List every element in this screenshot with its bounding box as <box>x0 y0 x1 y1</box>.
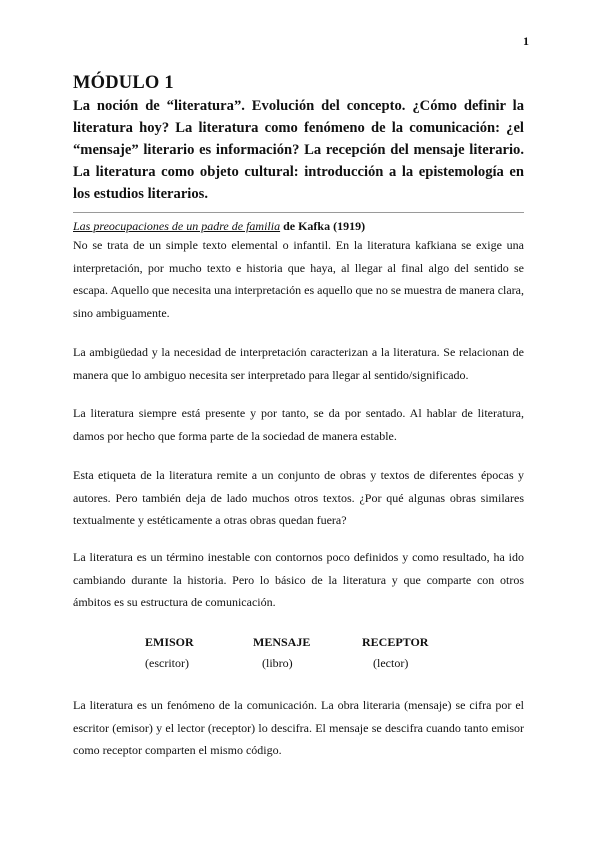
paragraph-instability: La literatura es un término inestable con contornos poco definidos y como resultado, ha ido cambiando durante la historia. Pero lo básico de la literatura y que comparte con otros ámbitos es su estructura de comunicación. <box>73 550 524 609</box>
section-heading <box>73 219 524 233</box>
module-subtitle: La noción de “literatura”. Evolución del concepto. ¿Cómo definir la literatura hoy? La literatura como fenómeno de la comunicación: ¿el “mensaje” literario es información? La recepción del mensaje literario. La literatura como objeto cultural: introducción a la epistemología en los estudios literarios. <box>73 98 524 202</box>
receptor-label: RECEPTOR <box>362 635 429 649</box>
paragraph-interpretation: No se trata de un simple texto elemental o infantil. En la literatura kafkiana se exige una interpretación, por mucho texto e historia que haya, al llegar al final algo del sentido se escapa. Aquello que necesita una interpretación es aquello que no se muestra de manera clara, sino ambiguamente. <box>73 238 524 320</box>
emisor-label: EMISOR <box>145 635 194 649</box>
module-title: MÓDULO 1 <box>73 73 174 93</box>
page-number: 1 <box>523 34 529 48</box>
paragraph-label: Esta etiqueta de la literatura remite a un conjunto de obras y textos de diferentes épocas y autores. Pero también deja de lado muchos otros textos. ¿Por qué algunas obras similares textualmente y estéticamente a otras obras quedan fuera? <box>73 468 524 527</box>
escritor-label: (escritor) <box>145 656 189 670</box>
paragraph-communication: La literatura es un fenómeno de la comunicación. La obra literaria (mensaje) se cifra por el escritor (emisor) y el lector (receptor) lo descifra. El mensaje se descifra cuando tanto emisor como receptor comparten el mismo código. <box>73 698 524 757</box>
section-divider <box>73 212 524 213</box>
work-title: Las preocupaciones de un padre de familia <box>73 219 281 233</box>
paragraph-ambiguity: La ambigüedad y la necesidad de interpretación caracterizan a la literatura. Se relacionan de manera que lo ambiguo necesita ser interpretado para llegar al sentido/significado. <box>73 345 524 382</box>
communication-headers <box>73 635 524 655</box>
lector-label: (lector) <box>373 656 409 670</box>
work-author: de Kafka (1919) <box>280 219 366 233</box>
paragraph-presence: La literatura siempre está presente y por tanto, se da por sentado. Al hablar de literatura, damos por hecho que forma parte de la sociedad de manera estable. <box>73 406 524 443</box>
mensaje-label: MENSAJE <box>253 635 311 649</box>
libro-label: (libro) <box>262 656 293 670</box>
communication-examples <box>73 656 524 676</box>
